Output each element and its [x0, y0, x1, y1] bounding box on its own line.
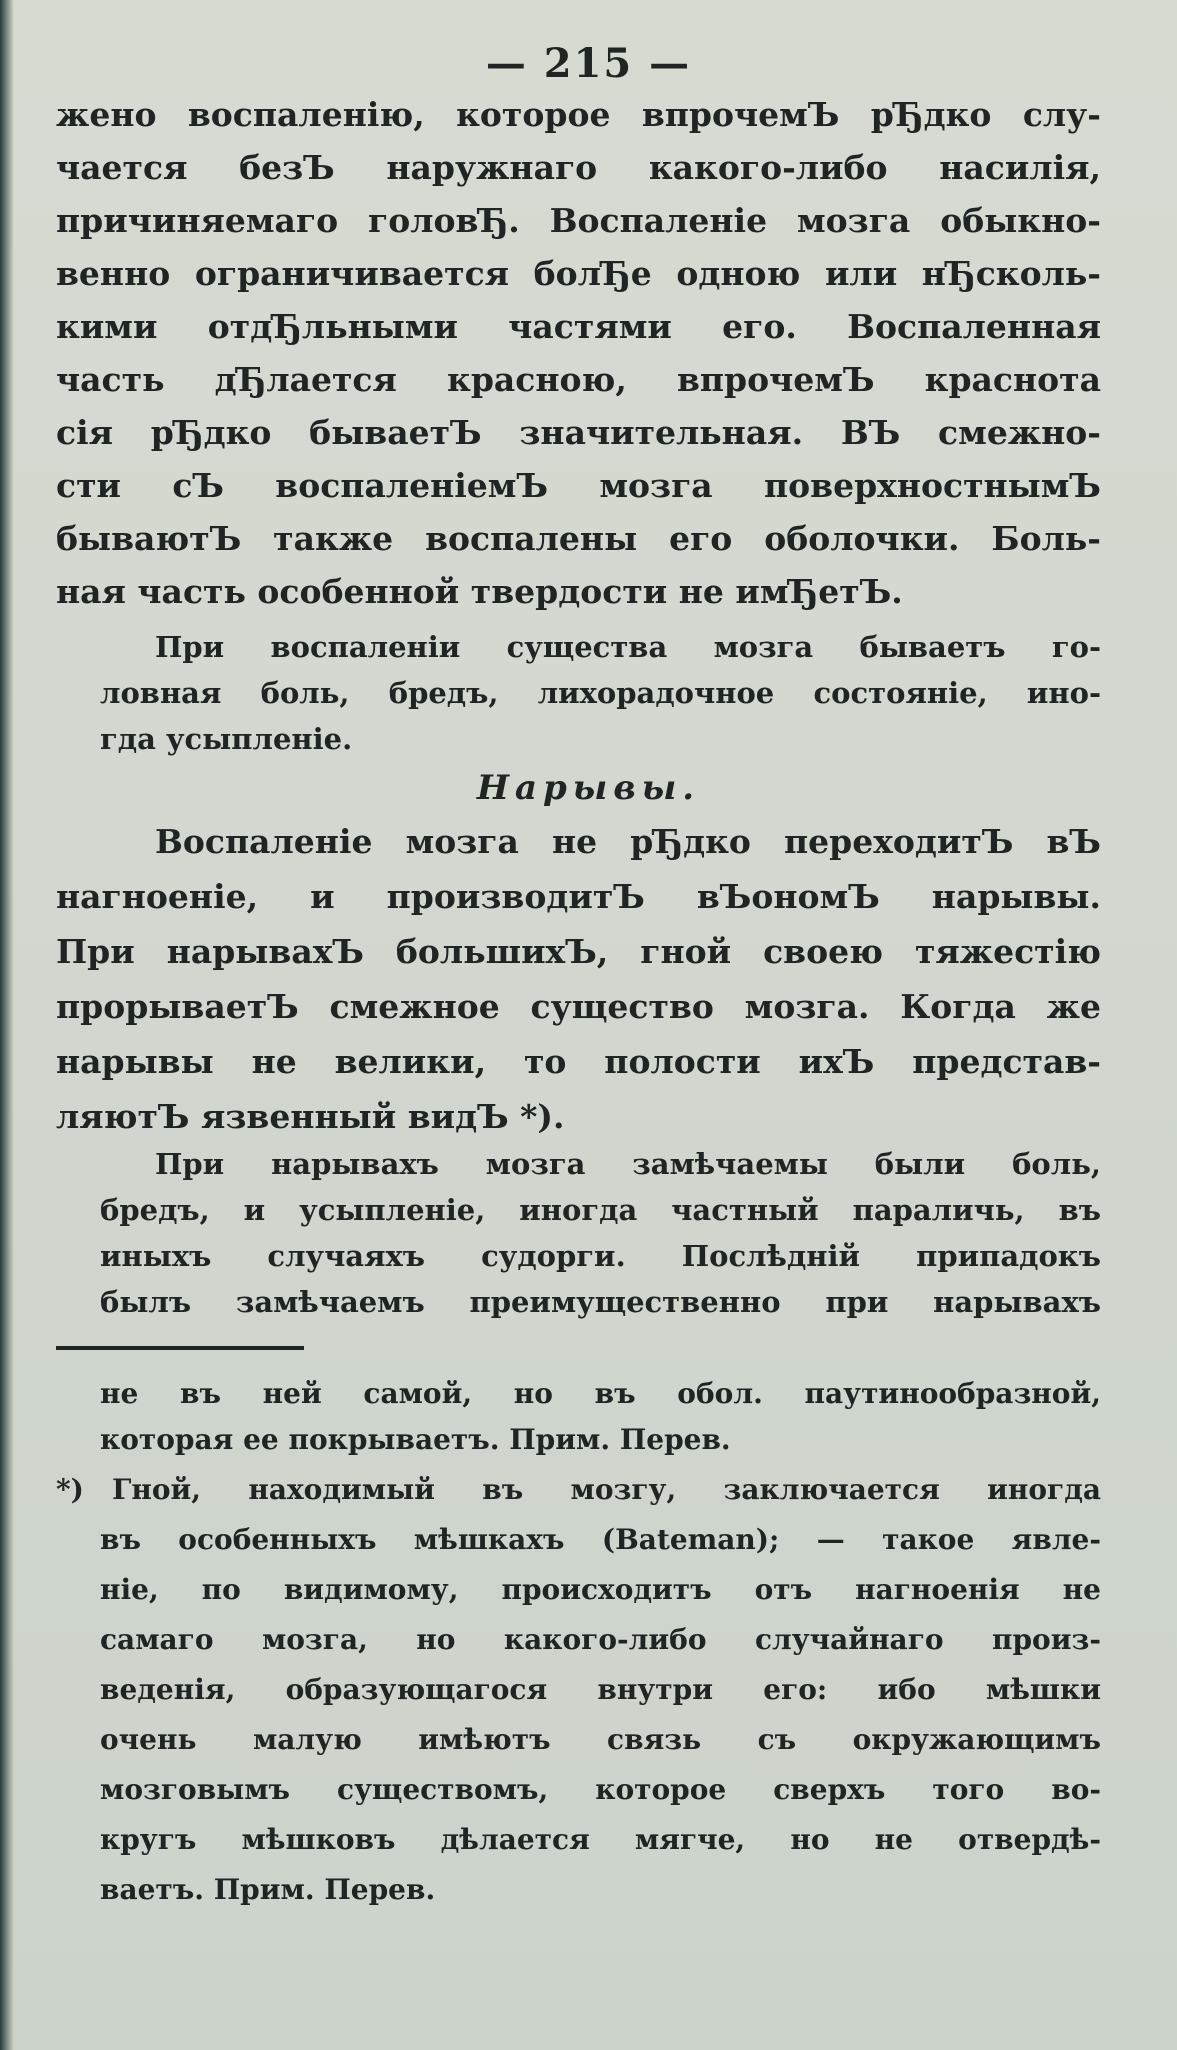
footnote-line: самаго мозга, но какого-либо случайнаго произ-: [100, 1623, 1101, 1656]
text-line: иныхъ случаяхъ судорги. Послѣдній припадокъ: [100, 1239, 1101, 1273]
book-spine-shadow: [0, 0, 14, 2050]
footnote-line: ніе, по видимому, происходитъ отъ нагноенія не: [100, 1573, 1101, 1606]
text-line: причиняемаго головЂ. Воспаленіе мозга обыкно-: [56, 201, 1101, 240]
footnote-line: кругъ мѣшковъ дѣлается мягче, но не отвердѣ-: [100, 1823, 1101, 1856]
footnote-line: мозговымъ существомъ, которое сверхъ того во-: [100, 1773, 1101, 1806]
footnote-line: очень малую имѣютъ связь съ окружающимъ: [100, 1723, 1101, 1756]
text-line: ляютЪ язвенный видЪ *).: [56, 1097, 565, 1136]
text-line: жено воспаленію, которое впрочемЪ рЂдко слу-: [56, 95, 1101, 134]
footnote-line: Гной, находимый въ мозгу, заключается иногда: [112, 1473, 1101, 1506]
text-line: часть дЂлается красною, впрочемЪ краснота: [56, 360, 1101, 399]
page-number: — 215 —: [485, 40, 692, 87]
text-line: гда усыпленіе.: [100, 722, 353, 756]
text-line: нарывы не велики, то полости ихЪ представ-: [56, 1042, 1101, 1081]
text-line: При нарывахъ мозга замѣчаемы были боль,: [155, 1147, 1101, 1181]
footnote-line: въ особенныхъ мѣшкахъ (Bateman); — такое явле-: [100, 1523, 1101, 1556]
text-line: прорываетЪ смежное существо мозга. Когда же: [56, 987, 1101, 1026]
text-line: нагноеніе, и производитЪ вЪономЪ нарывы.: [56, 877, 1101, 916]
text-line: ловная боль, бредъ, лихорадочное состояніе, ино-: [100, 676, 1101, 710]
footnote-line: веденія, образующагося внутри его: ибо мѣшки: [100, 1673, 1101, 1706]
footnote-line: ваетъ. Прим. Перев.: [100, 1873, 436, 1906]
footnote-marker: *): [56, 1473, 84, 1506]
text-line: При нарывахЪ большихЪ, гной своею тяжестію: [56, 932, 1101, 971]
text-line: венно ограничивается болЂе одною или нЂсколь-: [56, 254, 1101, 293]
section-heading: Нарывы.: [476, 768, 701, 808]
footnote-rule: [56, 1346, 304, 1350]
text-line: сія рЂдко бываетЪ значительная. ВЪ смежно-: [56, 413, 1101, 452]
text-line: сти сЪ воспаленіемЪ мозга поверхностнымЪ: [56, 466, 1101, 505]
text-line: былъ замѣчаемъ преимущественно при нарывахъ: [100, 1285, 1101, 1319]
text-line: бредъ, и усыпленіе, иногда частный параличь, въ: [100, 1193, 1101, 1227]
text-line: бываютЪ также воспалены его оболочки. Боль-: [56, 519, 1101, 558]
footnote-line: которая ее покрываетъ. Прим. Перев.: [100, 1423, 731, 1456]
text-line: чается безЪ наружнаго какого-либо насилія,: [56, 148, 1101, 187]
footnote-line: не въ ней самой, но въ обол. паутинообразной,: [100, 1377, 1101, 1410]
text-line: ная часть особенной твердости не имЂетЪ.: [56, 572, 903, 611]
text-line: Воспаленіе мозга не рЂдко переходитЪ вЪ: [155, 822, 1101, 861]
text-line: При воспаленіи существа мозга бываетъ го-: [155, 630, 1101, 664]
text-line: кими отдЂльными частями его. Воспаленная: [56, 307, 1101, 346]
